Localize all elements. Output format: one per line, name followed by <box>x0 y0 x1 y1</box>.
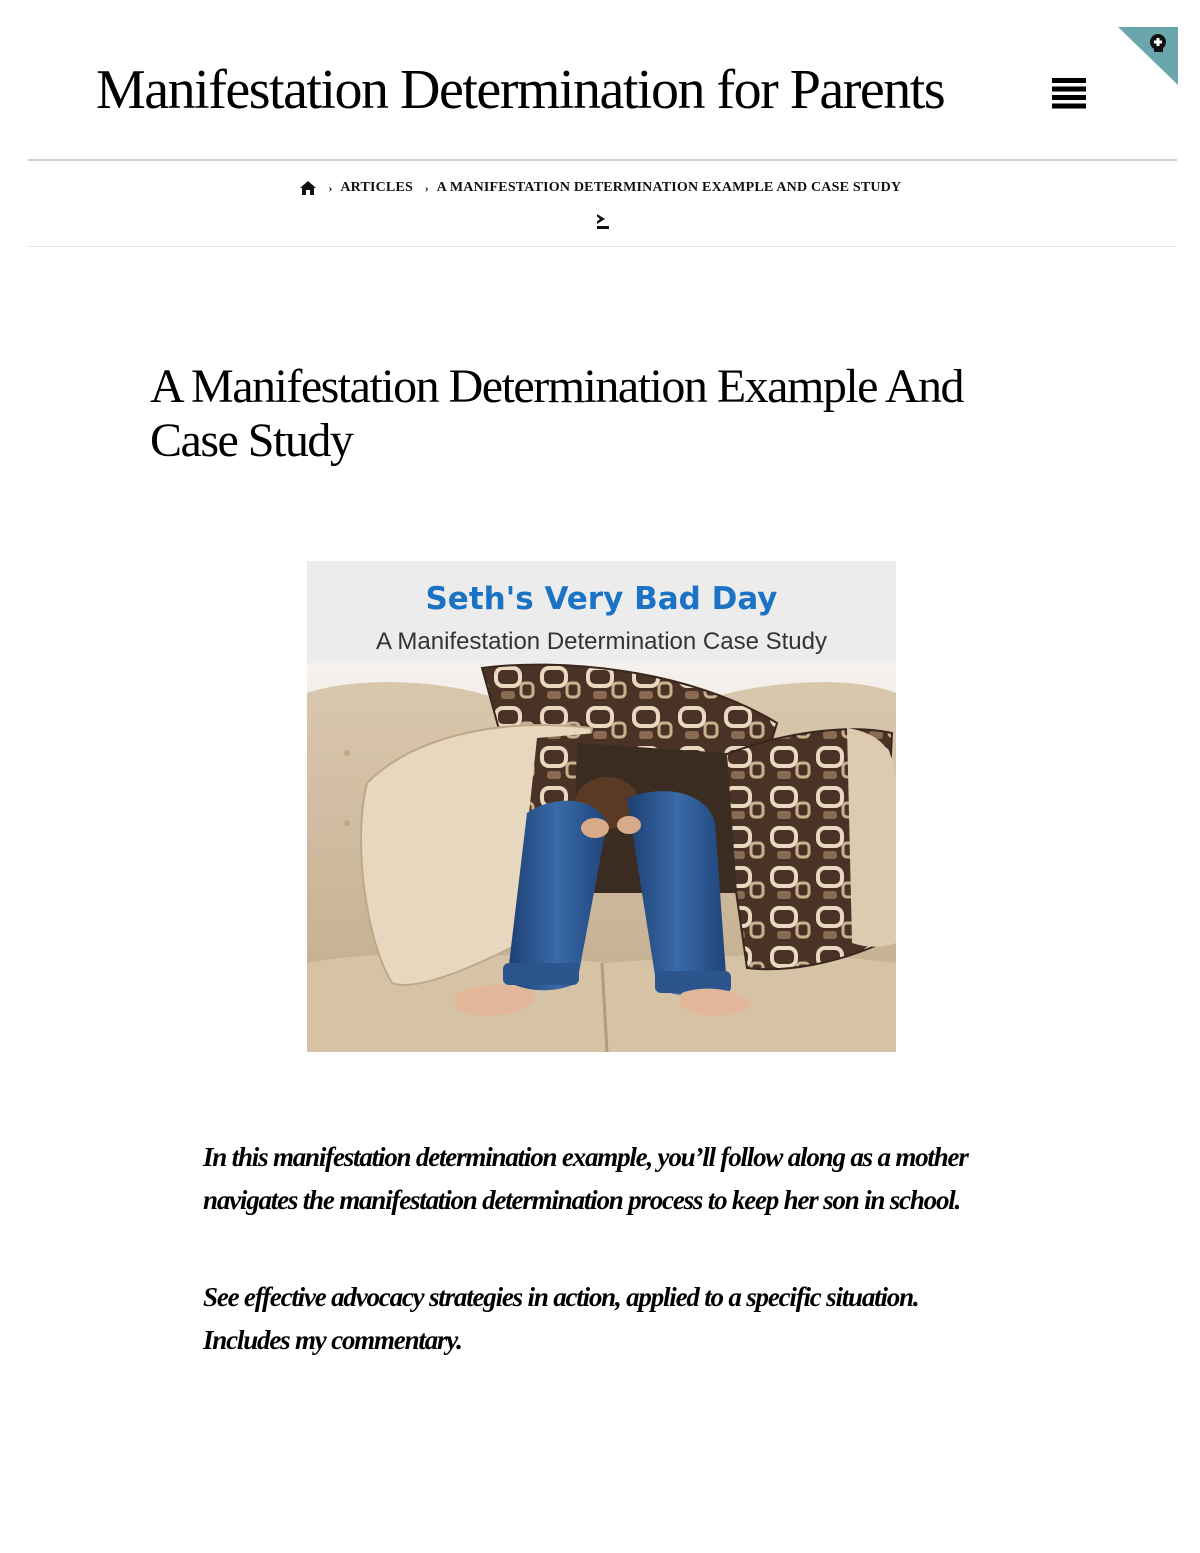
intro-paragraph: In this manifestation determination example, you’ll follow along as a mother navigates the manifestation determination process to keep her son in school. <box>203 1142 968 1215</box>
article-title: A Manifestation Determination Example And Case Study <box>150 360 963 467</box>
header-divider <box>28 159 1177 161</box>
intro-text <box>203 1136 1003 1416</box>
image-banner <box>307 561 896 663</box>
breadcrumb-separator: › <box>328 181 333 195</box>
breadcrumb-separator: › <box>424 181 429 195</box>
breadcrumb-current-page: A MANIFESTATION DETERMINATION EXAMPLE AND CASE STUDY <box>436 180 902 195</box>
share-icon[interactable] <box>593 211 613 231</box>
hamburger-menu-icon <box>1050 76 1088 112</box>
intro-paragraph: See effective advocacy strategies in action, applied to a specific situation. Includes my commentary. <box>203 1282 919 1355</box>
breadcrumb <box>0 178 1200 198</box>
hamburger-menu-button[interactable] <box>1050 76 1088 112</box>
image-banner-title: Seth's Very Bad Day <box>425 581 778 617</box>
site-title[interactable]: Manifestation Determination for Parents <box>96 59 945 121</box>
breadcrumb-articles-link[interactable]: ARTICLES <box>340 180 413 195</box>
site-header <box>0 0 1200 160</box>
child-hiding-under-pillows-photo <box>307 663 896 1052</box>
image-banner-subtitle: A Manifestation Determination Case Study <box>376 628 827 655</box>
home-icon[interactable] <box>299 180 317 196</box>
corner-search-tab[interactable] <box>1118 27 1178 85</box>
featured-image <box>307 561 896 1052</box>
breadcrumb-divider <box>28 246 1177 247</box>
